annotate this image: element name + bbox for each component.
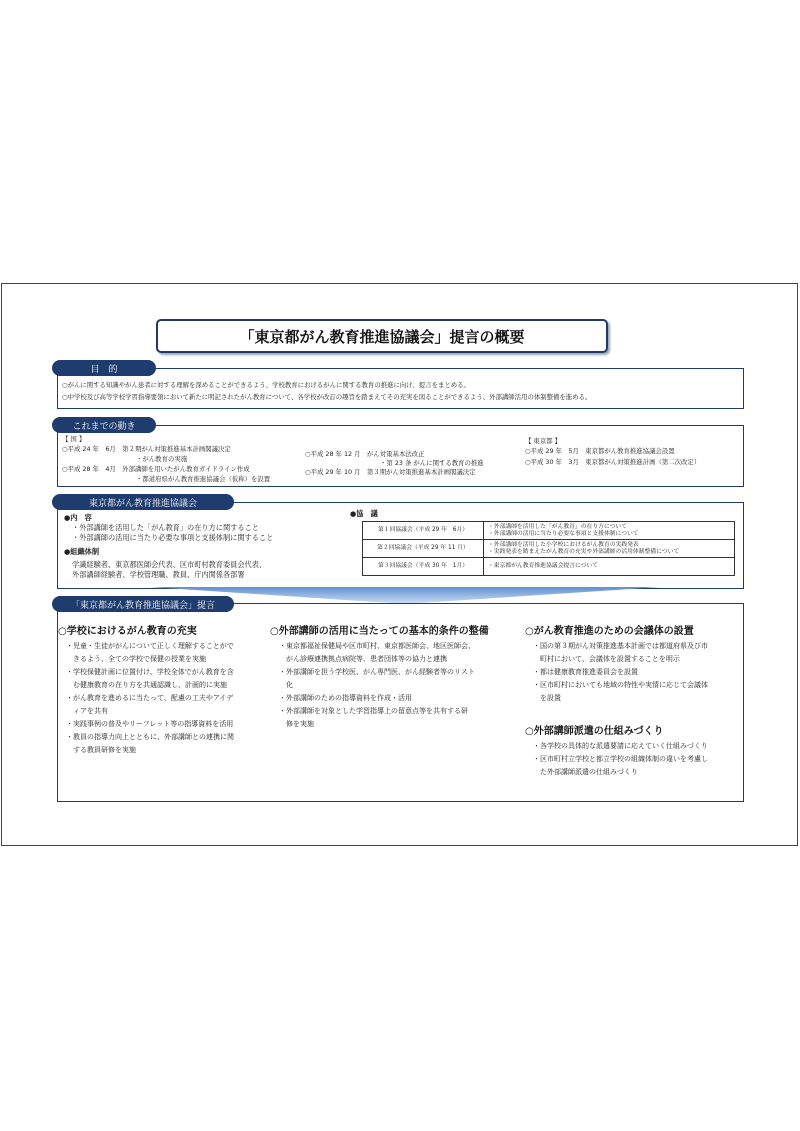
meeting-name: 第３回協議会（平成 30 年 1月） <box>363 558 484 576</box>
list-item: ・外部講師を対象とした学習指導上の留意点等を共有する研 <box>279 707 468 715</box>
meeting-topics <box>484 558 735 576</box>
list-item: ・がん教育を進めるに当たって、配慮の工夫やアイデ <box>66 694 234 702</box>
list-item: ・東京都福祉保健局や区市町村、東京都医師会、地区医師会、 <box>279 642 475 650</box>
proposal-label: 「東京都がん教育推進協議会」提言 <box>52 596 234 612</box>
proposal-col1-list <box>66 640 234 757</box>
list-item: む健康教育の在り方を共通認識し、計画的に実施 <box>66 681 227 689</box>
list-item: ・児童・生徒ががんについて正しく理解することがで <box>66 642 234 650</box>
list-item: ・実践事例の普及やリーフレット等の指導資料を活用 <box>66 720 234 728</box>
list-item: ・都は健康教育推進委員会を設置 <box>533 668 638 676</box>
history-nat-5: ○平成 28 年 12 月 がん対策基本法改正 <box>305 450 425 458</box>
list-item: ・外部講師のための指導資料を作成・活用 <box>279 694 412 702</box>
history-nat-3: ○平成 28 年 4月 外部講師を用いたがん教育ガイドライン作成 <box>62 465 250 473</box>
list-item: する教員研修を実施 <box>66 746 136 754</box>
list-item: 修を実施 <box>279 720 314 728</box>
proposal-col1-heading: ○学校におけるがん教育の充実 <box>58 626 197 637</box>
purpose-label: 目 的 <box>52 360 156 376</box>
content-heading: ●内 容 <box>64 513 92 522</box>
list-item: ・各学校の具体的な派遣要請に応えていく仕組みづくり <box>533 742 708 750</box>
meeting-topic: ・外部講師を活用した小学校におけるがん教育の実践発表 <box>488 541 639 548</box>
history-nat-6: ・第 23 条 がんに関する教育の推進 <box>380 459 484 467</box>
meeting-table <box>362 521 735 576</box>
proposal-col3-list2 <box>533 740 708 779</box>
list-item: ・区市町村立学校と都立学校の組織体制の違いを考慮し <box>533 755 708 763</box>
proposal-col3-heading: ○がん教育推進のための会議体の設置 <box>525 626 694 637</box>
history-nat-4: ・都道府県がん教育推進協議会（仮称）を設置 <box>136 475 271 483</box>
tokyo-heading: 【 東京都 】 <box>525 437 562 445</box>
list-item: ィアを共有 <box>66 707 108 715</box>
list-item: 町村において、会議体を設置することを明示 <box>533 655 680 663</box>
purpose-item-1: ○がんに関する知識やがん患者に対する理解を深めることができるよう、学校教育におけるがんに関する教育の推進に向け、提言をまとめる。 <box>62 381 470 389</box>
meeting-name: 第２回協議会（平成 29 年 11 月） <box>363 540 484 558</box>
proposal-col2-list <box>279 640 475 731</box>
meeting-name: 第１回協議会（平成 29 年 6月） <box>363 522 484 540</box>
meeting-topic: ・外部講師の活用に当たり必要な事項と支援体制について <box>488 530 639 537</box>
council-label: 東京都がん教育推進協議会 <box>52 494 234 510</box>
meeting-topic: ・実践発表を踏まえたがん教育の充実や外部講師の活用体制整備について <box>488 548 680 555</box>
page-title: 「東京都がん教育推進協議会」提言の概要 <box>156 319 608 353</box>
proposal-col3-heading2: ○外部講師派遣の仕組みづくり <box>525 726 664 737</box>
list-item: 化 <box>279 681 293 689</box>
national-heading: 【 国 】 <box>62 435 86 443</box>
deliberation-heading: ●協 議 <box>350 509 378 518</box>
list-item: ・学校保健計画に位置付け、学校全体でがん教育を含 <box>66 668 234 676</box>
list-item: た外部講師派遣の仕組みづくり <box>533 768 638 776</box>
meeting-topics <box>484 540 735 558</box>
table-row <box>363 558 735 576</box>
list-item: ・教員の指導力向上とともに、外部講師との連携に関 <box>66 733 234 741</box>
meeting-topic: ・外部講師を活用した「がん教育」の在り方について <box>488 523 628 530</box>
table-row <box>363 540 735 558</box>
list-item: がん診療連携拠点病院等、患者団体等の協力と連携 <box>279 655 447 663</box>
history-tokyo-1: ○平成 29 年 5月 東京都がん教育推進協議会設置 <box>525 447 675 455</box>
purpose-item-2: ○中学校及び高等学校学習指導要領において新たに明記されたがん教育について、各学校が改訂の趣旨を踏まえてその充実を図ることができるよう、外部講師活用の体制整備を進める。 <box>62 393 592 401</box>
meeting-topic: ・東京都がん教育推進協議会提言について <box>488 563 599 569</box>
content-item-1: ・外部講師を活用した「がん教育」の在り方に関すること <box>72 523 259 532</box>
history-nat-7: ○平成 29 年 10 月 第３期がん対策推進基本計画閣議決定 <box>305 468 476 476</box>
meeting-topics <box>484 522 735 540</box>
list-item: ・外部講師を担う学校医、がん専門医、がん経験者等のリスト <box>279 668 475 676</box>
proposal-col3-list <box>533 640 708 705</box>
list-item: を設置 <box>533 694 561 702</box>
list-item: きるよう、全ての学校で保健の授業を実施 <box>66 655 206 663</box>
org-item-2: 外部講師経験者、学校管理職、教員、庁内関係各部署 <box>72 570 245 579</box>
org-heading: ●組織体制 <box>64 547 100 556</box>
proposal-col2-heading: ○外部講師の活用に当たっての基本的条件の整備 <box>270 626 489 637</box>
list-item: ・国の第３期がん対策推進基本計画では都道府県及び市 <box>533 642 708 650</box>
table-row <box>363 522 735 540</box>
history-nat-2: ・がん教育の実施 <box>136 455 188 463</box>
org-item-1: 学識経験者、東京都医師会代表、区市町村教育委員会代表、 <box>72 560 267 569</box>
history-nat-1: ○平成 24 年 6月 第２期がん対策推進基本計画閣議決定 <box>62 445 231 453</box>
history-tokyo-2: ○平成 30 年 3月 東京都がん対策推進計画（第二次改定） <box>525 458 701 466</box>
content-item-2: ・外部講師の活用に当たり必要な事項と支援体制に関すること <box>72 533 274 542</box>
list-item: ・区市町村においても地域の特性や実情に応じて会議体 <box>533 681 708 689</box>
history-label: これまでの動き <box>52 417 156 433</box>
